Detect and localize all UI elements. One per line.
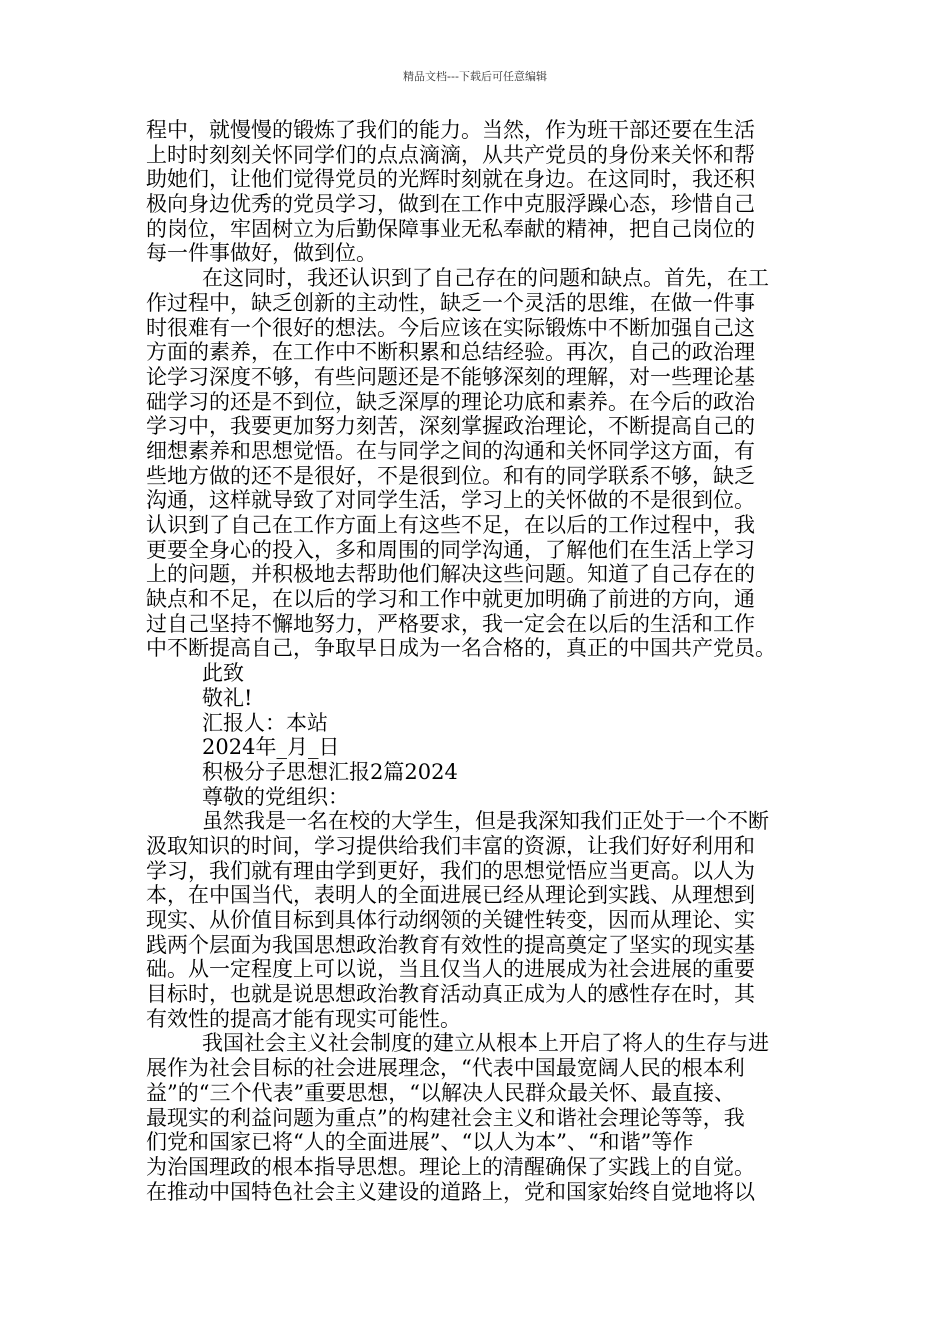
text-line: 学习，我们就有理由学到更好，我们的思想觉悟应当更高。以人为 — [146, 858, 755, 883]
text-line: 汲取知识的时间，学习提供给我们丰富的资源，让我们好好利用和 — [146, 833, 755, 858]
text-line: 学习中，我要更加努力刻苦，深刻掌握政治理论，不断提高自己的 — [146, 414, 755, 439]
text-line: 细想素养和思想觉悟。在与同学之间的沟通和关怀同学这方面，有 — [146, 438, 755, 463]
text-line: 虽然我是一名在校的大学生，但是我深知我们正处于一个不断 — [202, 809, 769, 834]
text-line: 程中，就慢慢的锻炼了我们的能力。当然，作为班干部还要在生活 — [146, 118, 755, 142]
text-line: 中不断提高自己，争取早日成为一名合格的，真正的中国共产党员。 — [146, 636, 776, 661]
text-line: 时很难有一个很好的想法。今后应该在实际锻炼中不断加强自己这 — [146, 315, 755, 340]
text-line: 积极分子思想汇报2篇2024 — [202, 759, 458, 784]
text-line: 在推动中国特色社会主义建设的道路上，党和国家始终自觉地将以 — [146, 1179, 755, 1204]
text-line: 尊敬的党组织： — [202, 784, 349, 809]
text-line: 础。从一定程度上可以说，当且仅当人的进展成为社会进展的重要 — [146, 957, 755, 982]
text-line: 过自己坚持不懈地努力，严格要求，我一定会在以后的生活和工作 — [146, 611, 755, 636]
text-line: 极向身边优秀的党员学习，做到在工作中克服浮躁心态，珍惜自己 — [146, 192, 755, 217]
text-line: 2024年_月_日 — [202, 735, 340, 760]
text-line: 更要全身心的投入，多和周围的同学沟通，了解他们在生活上学习 — [146, 537, 755, 562]
text-line: 论学习深度不够，有些问题还是不能够深刻的理解，对一些理论基 — [146, 364, 755, 389]
text-line: 上时时刻刻关怀同学们的点点滴滴，从共产党员的身份来关怀和帮 — [146, 142, 755, 167]
text-line: 现实、从价值目标到具体行动纲领的关键性转变，因而从理论、实 — [146, 908, 755, 932]
document-body — [146, 118, 810, 1204]
text-line: 的岗位，牢固树立为后勤保障事业无私奉献的精神，把自己岗位的 — [146, 216, 755, 241]
text-line: 展作为社会目标的社会进展理念，“代表中国最宽阔人民的根本利 — [146, 1056, 745, 1081]
text-line: 每一件事做好，做到位。 — [146, 241, 377, 266]
text-line: 础学习的还是不到位，缺乏深厚的理论功底和素养。在今后的政治 — [146, 389, 755, 414]
text-line: 此致 — [202, 661, 244, 686]
text-line: 们党和国家已将“人的全面进展”、“以人为本”、“和谐”等作 — [146, 1130, 694, 1155]
page-header: 精品文档---下载后可任意编辑 — [403, 70, 547, 83]
text-line: 敬礼! — [202, 685, 253, 710]
text-line: 本，在中国当代，表明人的全面进展已经从理论到实践、从理想到 — [146, 883, 755, 908]
text-line: 方面的素养，在工作中不断积累和总结经验。再次，自己的政治理 — [146, 340, 755, 365]
text-line: 些地方做的还不是很好，不是很到位。和有的同学联系不够，缺乏 — [146, 463, 755, 488]
text-line: 我国社会主义社会制度的建立从根本上开启了将人的生存与进 — [202, 1031, 769, 1056]
text-line: 最现实的利益问题为重点”的构建社会主义和谐社会理论等等，我 — [146, 1105, 745, 1130]
text-line: 汇报人：本站 — [202, 710, 328, 735]
text-line: 为治国理政的根本指导思想。理论上的清醒确保了实践上的自觉。 — [146, 1154, 755, 1179]
text-line: 践两个层面为我国思想政治教育有效性的提高奠定了坚实的现实基 — [146, 932, 755, 957]
text-line: 沟通，这样就导致了对同学生活，学习上的关怀做的不是很到位。 — [146, 488, 755, 513]
text-line: 助她们，让他们觉得党员的光辉时刻就在身边。在这同时，我还积 — [146, 167, 755, 192]
text-line: 有效性的提高才能有现实可能性。 — [146, 1006, 461, 1031]
text-line: 缺点和不足，在以后的学习和工作中就更加明确了前进的方向，通 — [146, 587, 755, 612]
text-line: 益”的“三个代表”重要思想，“以解决人民群众最关怀、最直接、 — [146, 1080, 735, 1105]
text-line: 在这同时，我还认识到了自己存在的问题和缺点。首先，在工 — [202, 266, 769, 291]
text-line: 作过程中，缺乏创新的主动性，缺乏一个灵活的思维，在做一件事 — [146, 290, 755, 315]
text-line: 目标时，也就是说思想政治教育活动真正成为人的感性存在时，其 — [146, 982, 755, 1007]
text-line: 上的问题，并积极地去帮助他们解决这些问题。知道了自己存在的 — [146, 562, 755, 587]
text-line: 认识到了自己在工作方面上有这些不足，在以后的工作过程中，我 — [146, 513, 755, 537]
